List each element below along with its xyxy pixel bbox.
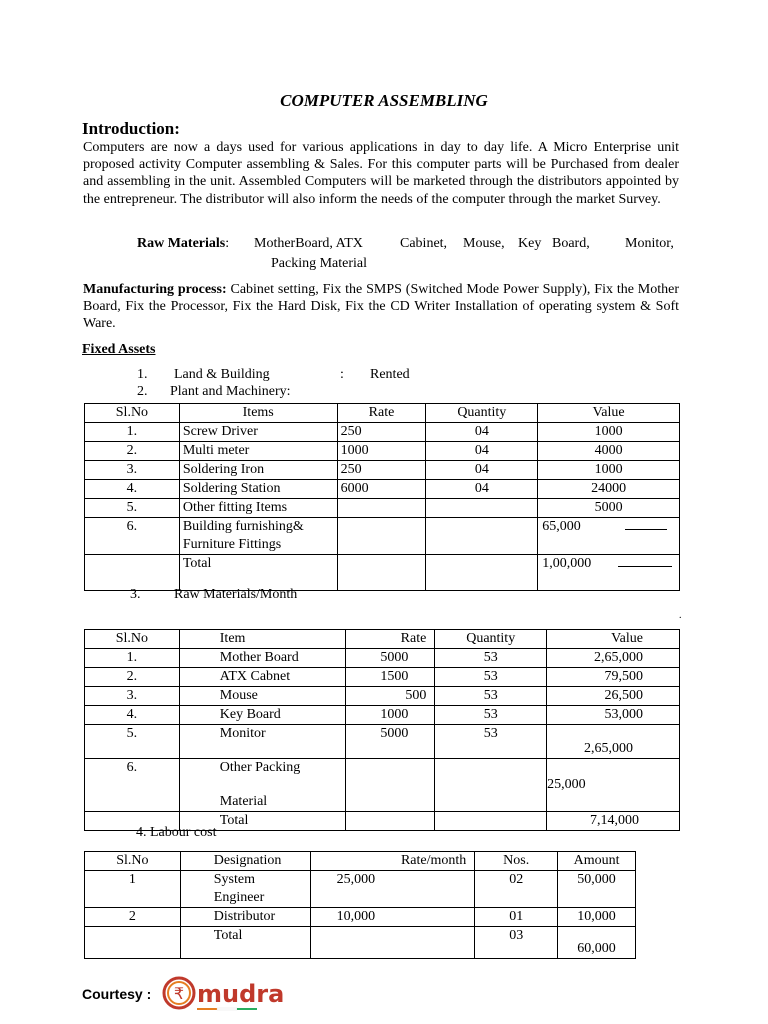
cell-item: Soldering Iron (179, 461, 337, 480)
header-slno: Sl.No (85, 630, 180, 649)
cell-value: 79,500 (547, 668, 680, 687)
cell-quantity: 53 (435, 687, 547, 706)
cell-rate: 250 (337, 423, 426, 442)
cell-quantity: 04 (426, 442, 538, 461)
courtesy-label: Courtesy : (82, 986, 152, 1002)
fa-item1-num: 1. (137, 367, 148, 382)
cell-rate: 10,000 (310, 908, 475, 927)
cell-rate: 6000 (337, 480, 426, 499)
mudra-logo (162, 966, 285, 1020)
header-rate: Rate (337, 404, 426, 423)
raw-materials-table (84, 629, 680, 831)
cell-item (179, 759, 346, 812)
cell-slno: 4. (85, 706, 180, 725)
cell-slno: 2. (85, 668, 180, 687)
cell-item: Soldering Station (179, 480, 337, 499)
cell-quantity: 04 (426, 461, 538, 480)
header-designation: Designation (180, 852, 310, 871)
raw-item-packing: Packing Material (271, 256, 368, 271)
header-slno: Sl.No (85, 852, 181, 871)
table-row (85, 649, 680, 668)
cell-slno: 5. (85, 725, 180, 759)
table-row (85, 442, 680, 461)
fa-item2-num: 2. (137, 384, 148, 399)
cell-slno: 6. (85, 518, 180, 555)
cell-value: 5000 (538, 499, 680, 518)
cell-rate (337, 518, 426, 555)
cell-slno: 3. (85, 461, 180, 480)
logo-stripe-white (217, 1008, 237, 1010)
section3-heading: Raw Materials/Month (174, 587, 298, 602)
cell-item-line2: Furniture Fittings (182, 537, 282, 552)
raw-materials-colon: : (225, 236, 230, 251)
cell-item-line1: Other Packing (219, 760, 301, 775)
cell-rate (346, 759, 435, 812)
total-value: 1,00,000 (538, 555, 680, 591)
cell-rate: 5000 (346, 725, 435, 759)
total-amount: 60,000 (558, 927, 636, 959)
cell-value: 1000 (538, 423, 680, 442)
cell-quantity: 04 (426, 480, 538, 499)
raw-item-5: Board, (552, 236, 590, 251)
raw-item-6: Monitor, (625, 236, 674, 251)
header-nos: Nos. (475, 852, 558, 871)
labour-heading: 4. Labour cost (136, 825, 217, 840)
cell-nos: 01 (475, 908, 558, 927)
cell-rate (337, 555, 426, 591)
cell-quantity (435, 812, 547, 831)
cell-quantity: 53 (435, 668, 547, 687)
cell-designation: Distributor (180, 908, 310, 927)
cell-item: Mouse (179, 687, 346, 706)
cell-item: Other fitting Items (179, 499, 337, 518)
fa-item2-label: Plant and Machinery: (170, 384, 291, 399)
header-value: Value (547, 630, 680, 649)
cell-rate: 1000 (346, 706, 435, 725)
cell-quantity (426, 499, 538, 518)
raw-item-2: Cabinet, (400, 236, 448, 251)
logo-stripe-orange (197, 1008, 217, 1010)
cell-rate: 250 (337, 461, 426, 480)
cell-slno (85, 927, 181, 959)
table-row (85, 480, 680, 499)
cell-quantity (426, 518, 538, 555)
manufacturing-text: Cabinet setting, Fix the SMPS (Switched Mode Power Supply), Fix the Mother Board, Fix the Processor, Fix the Hard Disk, Fix the CD Writer Installation of operating system & Soft Ware. (83, 282, 680, 332)
total-label: Total (179, 555, 337, 591)
table-row (85, 461, 680, 480)
cell-rate: 1500 (346, 668, 435, 687)
total-value: 7,14,000 (547, 812, 680, 831)
logo-text: mudra (197, 980, 285, 1008)
underline-mark (618, 566, 672, 567)
cell-value: 24000 (538, 480, 680, 499)
cell-value: 1000 (538, 461, 680, 480)
cell-value: 26,500 (547, 687, 680, 706)
cell-value-text: 25,000 (547, 777, 586, 792)
manufacturing-label: Manufacturing process: (83, 282, 227, 297)
section3-num: 3. (130, 587, 141, 602)
cell-quantity (426, 555, 538, 591)
cell-value: 2,65,000 (547, 725, 680, 759)
cell-slno: 4. (85, 480, 180, 499)
cell-slno (85, 555, 180, 591)
table-total-row (85, 555, 680, 591)
cell-value (547, 759, 680, 812)
cell-rate (346, 812, 435, 831)
page-title: COMPUTER ASSEMBLING (280, 91, 488, 110)
cell-amount: 50,000 (558, 871, 636, 908)
table-row (85, 687, 680, 706)
raw-item-3: Mouse, (463, 236, 505, 251)
table-row (85, 423, 680, 442)
underline-mark (625, 529, 667, 530)
cell-value: 65,000 (538, 518, 680, 555)
table-header-row (85, 404, 680, 423)
cell-slno: 3. (85, 687, 180, 706)
labour-table (84, 851, 636, 959)
header-quantity: Quantity (426, 404, 538, 423)
cell-rate: 1000 (337, 442, 426, 461)
cell-nos: 02 (475, 871, 558, 908)
cell-item: Multi meter (179, 442, 337, 461)
header-value: Value (538, 404, 680, 423)
cell-slno: 2 (85, 908, 181, 927)
cell-designation-line2: Engineer (213, 890, 265, 905)
cell-designation-line1: System (213, 872, 255, 887)
cell-slno: 2. (85, 442, 180, 461)
cell-rate: 5000 (346, 649, 435, 668)
cell-item: Monitor (179, 725, 346, 759)
cell-item-line2: Material (219, 794, 268, 809)
raw-materials-label: Raw Materials (137, 236, 226, 251)
header-item: Item (179, 630, 346, 649)
header-amount: Amount (558, 852, 636, 871)
stray-mark: . (679, 610, 682, 621)
fixed-assets-heading: Fixed Assets (82, 342, 156, 357)
cell-slno: 6. (85, 759, 180, 812)
table-row (85, 668, 680, 687)
cell-quantity: 04 (426, 423, 538, 442)
cell-rate: 25,000 (310, 871, 475, 908)
cell-rate (310, 927, 475, 959)
table-row (85, 706, 680, 725)
cell-item (179, 518, 337, 555)
table-row (85, 908, 636, 927)
table-row (85, 725, 680, 759)
introduction-text: Computers are now a days used for various applications in day to day life. A Micro Enterprise unit proposed activity Computer assembling & Sales. For this computer parts will be Purchased from dealer and assembling in the unit. Assembled Computers will be marketed through the distributors appointed by the entrepreneur. The distributor will also inform the needs of the computer through the market Survey. (83, 140, 679, 207)
total-label: Total (180, 927, 310, 959)
raw-item-4: Key (518, 236, 542, 251)
cell-designation (180, 871, 310, 908)
raw-item-1: MotherBoard, ATX (254, 236, 363, 251)
table-row (85, 871, 636, 908)
manufacturing-paragraph (83, 281, 679, 333)
rupee-icon: ₹ (173, 984, 185, 1003)
cell-amount: 10,000 (558, 908, 636, 927)
header-slno: Sl.No (85, 404, 180, 423)
cell-slno: 1. (85, 423, 180, 442)
plant-machinery-table (84, 403, 680, 591)
header-rate: Rate/month (310, 852, 475, 871)
cell-quantity: 53 (435, 649, 547, 668)
cell-quantity: 53 (435, 725, 547, 759)
table-row (85, 759, 680, 812)
fa-item1-value: Rented (370, 367, 410, 382)
raw-materials-line (137, 235, 229, 252)
table-header-row (85, 852, 636, 871)
cell-item: Screw Driver (179, 423, 337, 442)
introduction-paragraph (83, 139, 679, 208)
cell-item-line1: Building furnishing& (182, 519, 304, 534)
total-label: Total (179, 812, 346, 831)
cell-value: 4000 (538, 442, 680, 461)
cell-quantity: 53 (435, 706, 547, 725)
logo-stripe-green (237, 1008, 257, 1010)
fa-item1-label: Land & Building (174, 367, 270, 382)
cell-rate (337, 499, 426, 518)
cell-slno: 1 (85, 871, 181, 908)
cell-slno: 1. (85, 649, 180, 668)
table-header-row (85, 630, 680, 649)
cell-item: Mother Board (179, 649, 346, 668)
header-items: Items (179, 404, 337, 423)
cell-rate: 500 (346, 687, 435, 706)
cell-quantity (435, 759, 547, 812)
cell-value: 53,000 (547, 706, 680, 725)
header-rate: Rate (346, 630, 435, 649)
cell-item: ATX Cabnet (179, 668, 346, 687)
table-row (85, 499, 680, 518)
header-quantity: Quantity (435, 630, 547, 649)
table-row (85, 518, 680, 555)
fa-item1-colon: : (340, 367, 344, 382)
cell-slno: 5. (85, 499, 180, 518)
table-total-row (85, 927, 636, 959)
cell-value: 2,65,000 (547, 649, 680, 668)
cell-item: Key Board (179, 706, 346, 725)
total-nos: 03 (475, 927, 558, 959)
introduction-heading: Introduction: (82, 119, 180, 138)
